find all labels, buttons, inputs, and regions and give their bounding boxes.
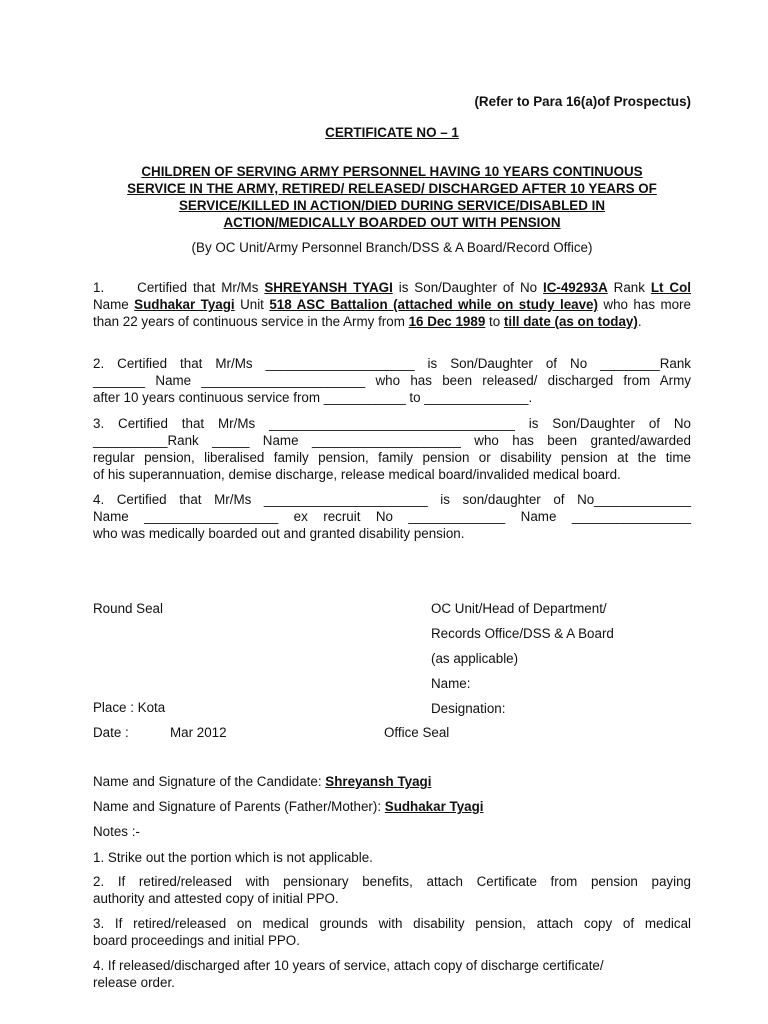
para3-line: __________Rank _____ Name ____________________ who has been granted/awarded (93, 433, 691, 448)
oc-line: OC Unit/Head of Department/ (431, 601, 607, 616)
oc-line: Name: (431, 676, 471, 691)
oc-line: Records Office/DSS & A Board (431, 626, 614, 641)
para2-line: after 10 years continuous service from ___________ to ______________. (93, 390, 533, 405)
para1-text: Rank (607, 280, 651, 295)
para1-number: 1. (93, 280, 105, 295)
title-line: SERVICE IN THE ARMY, RETIRED/ RELEASED/ DISCHARGED AFTER 10 YEARS OF (127, 181, 657, 196)
para1-text: Name (93, 297, 135, 312)
candidate-signature-label: Name and Signature of the Candidate: (93, 774, 326, 789)
parent-signature-label: Name and Signature of Parents (Father/Mother): (93, 799, 385, 814)
paragraph-4 (93, 491, 691, 542)
para1-text: Certified that Mr/Ms (137, 280, 265, 295)
place-label: Place : Kota (93, 700, 166, 715)
service-to-date: till date (as on today) (503, 314, 638, 329)
para1-text: to (485, 314, 504, 329)
candidate-name: SHREYANSH TYAGI (264, 280, 393, 295)
note-1: 1. Strike out the portion which is not applicable. (93, 850, 373, 865)
note-line: 3. If retired/released on medical grounds with disability pension, attach copy of medical (93, 916, 691, 931)
certificate-title (93, 163, 691, 231)
paragraph-3 (93, 415, 691, 483)
parent-signature-line (93, 798, 484, 815)
oc-signatory-block (431, 600, 614, 725)
parent-name: Sudhakar Tyagi (134, 297, 235, 312)
para4-line: 4. Certified that Mr/Ms ______________________ is son/daughter of No_____________ (93, 492, 691, 507)
note-line: board proceedings and initial PPO. (93, 933, 300, 948)
title-line: SERVICE/KILLED IN ACTION/DIED DURING SERVICE/DISABLED IN (178, 198, 606, 213)
office-seal-label: Office Seal (384, 725, 450, 740)
note-line: 2. If retired/released with pensionary benefits, attach Certificate from pension paying (93, 874, 691, 889)
para3-line: regular pension, liberalised family pension, family pension or disability pension at the time (93, 450, 691, 465)
candidate-signature-line (93, 773, 431, 790)
note-3 (93, 915, 691, 949)
para4-line: who was medically boarded out and granted disability pension. (93, 526, 465, 541)
rank: Lt Col (650, 280, 692, 295)
certificate-number: CERTIFICATE NO – 1 (325, 125, 459, 140)
refer-note: (Refer to Para 16(a)of Prospectus) (474, 94, 691, 109)
para3-line: 3. Certified that Mr/Ms _________________________________ is Son/Daughter of No (93, 416, 691, 431)
issuing-authority-line: (By OC Unit/Army Personnel Branch/DSS & A Board/Record Office) (191, 240, 593, 255)
note-line: authority and attested copy of initial PPO. (93, 891, 339, 906)
paragraph-1 (93, 279, 691, 330)
note-2 (93, 873, 691, 907)
oc-line: Designation: (431, 701, 506, 716)
para1-text: is Son/Daughter of No (392, 280, 543, 295)
paragraph-2 (93, 355, 691, 406)
parent-signature-name: Sudhakar Tyagi (384, 799, 484, 814)
para2-line: _______ Name ______________________ who has been released/ discharged from Army (93, 373, 691, 388)
notes-heading: Notes :- (93, 824, 140, 839)
unit-name: 518 ASC Battalion (attached while on study leave) (269, 297, 598, 312)
date-label: Date : (93, 725, 129, 740)
para2-line: 2. Certified that Mr/Ms ____________________ is Son/Daughter of No ________Rank (93, 356, 691, 371)
title-line: ACTION/MEDICALLY BOARDED OUT WITH PENSION (223, 215, 561, 230)
note-line: 4. If released/discharged after 10 years of service, attach copy of discharge certificate/ (93, 958, 604, 973)
date-value: Mar 2012 (170, 725, 227, 740)
title-line: CHILDREN OF SERVING ARMY PERSONNEL HAVING 10 YEARS CONTINUOUS (141, 164, 643, 179)
note-4 (93, 957, 691, 991)
candidate-signature-name: Shreyansh Tyagi (325, 774, 432, 789)
army-number: IC-49293A (543, 280, 608, 295)
oc-line: (as applicable) (431, 651, 519, 666)
para1-text: who has more than 22 years of continuous service in the Army from (93, 297, 691, 329)
para3-line: of his superannuation, demise discharge, release medical board/invalided medical board. (93, 467, 621, 482)
service-from-date: 16 Dec 1989 (408, 314, 486, 329)
para1-text: Unit (234, 297, 270, 312)
note-line: release order. (93, 975, 175, 990)
para4-line: Name __________________ ex recruit No _____________ Name ________________ (93, 509, 691, 524)
round-seal-label: Round Seal (93, 601, 163, 616)
para1-text: . (637, 314, 642, 329)
